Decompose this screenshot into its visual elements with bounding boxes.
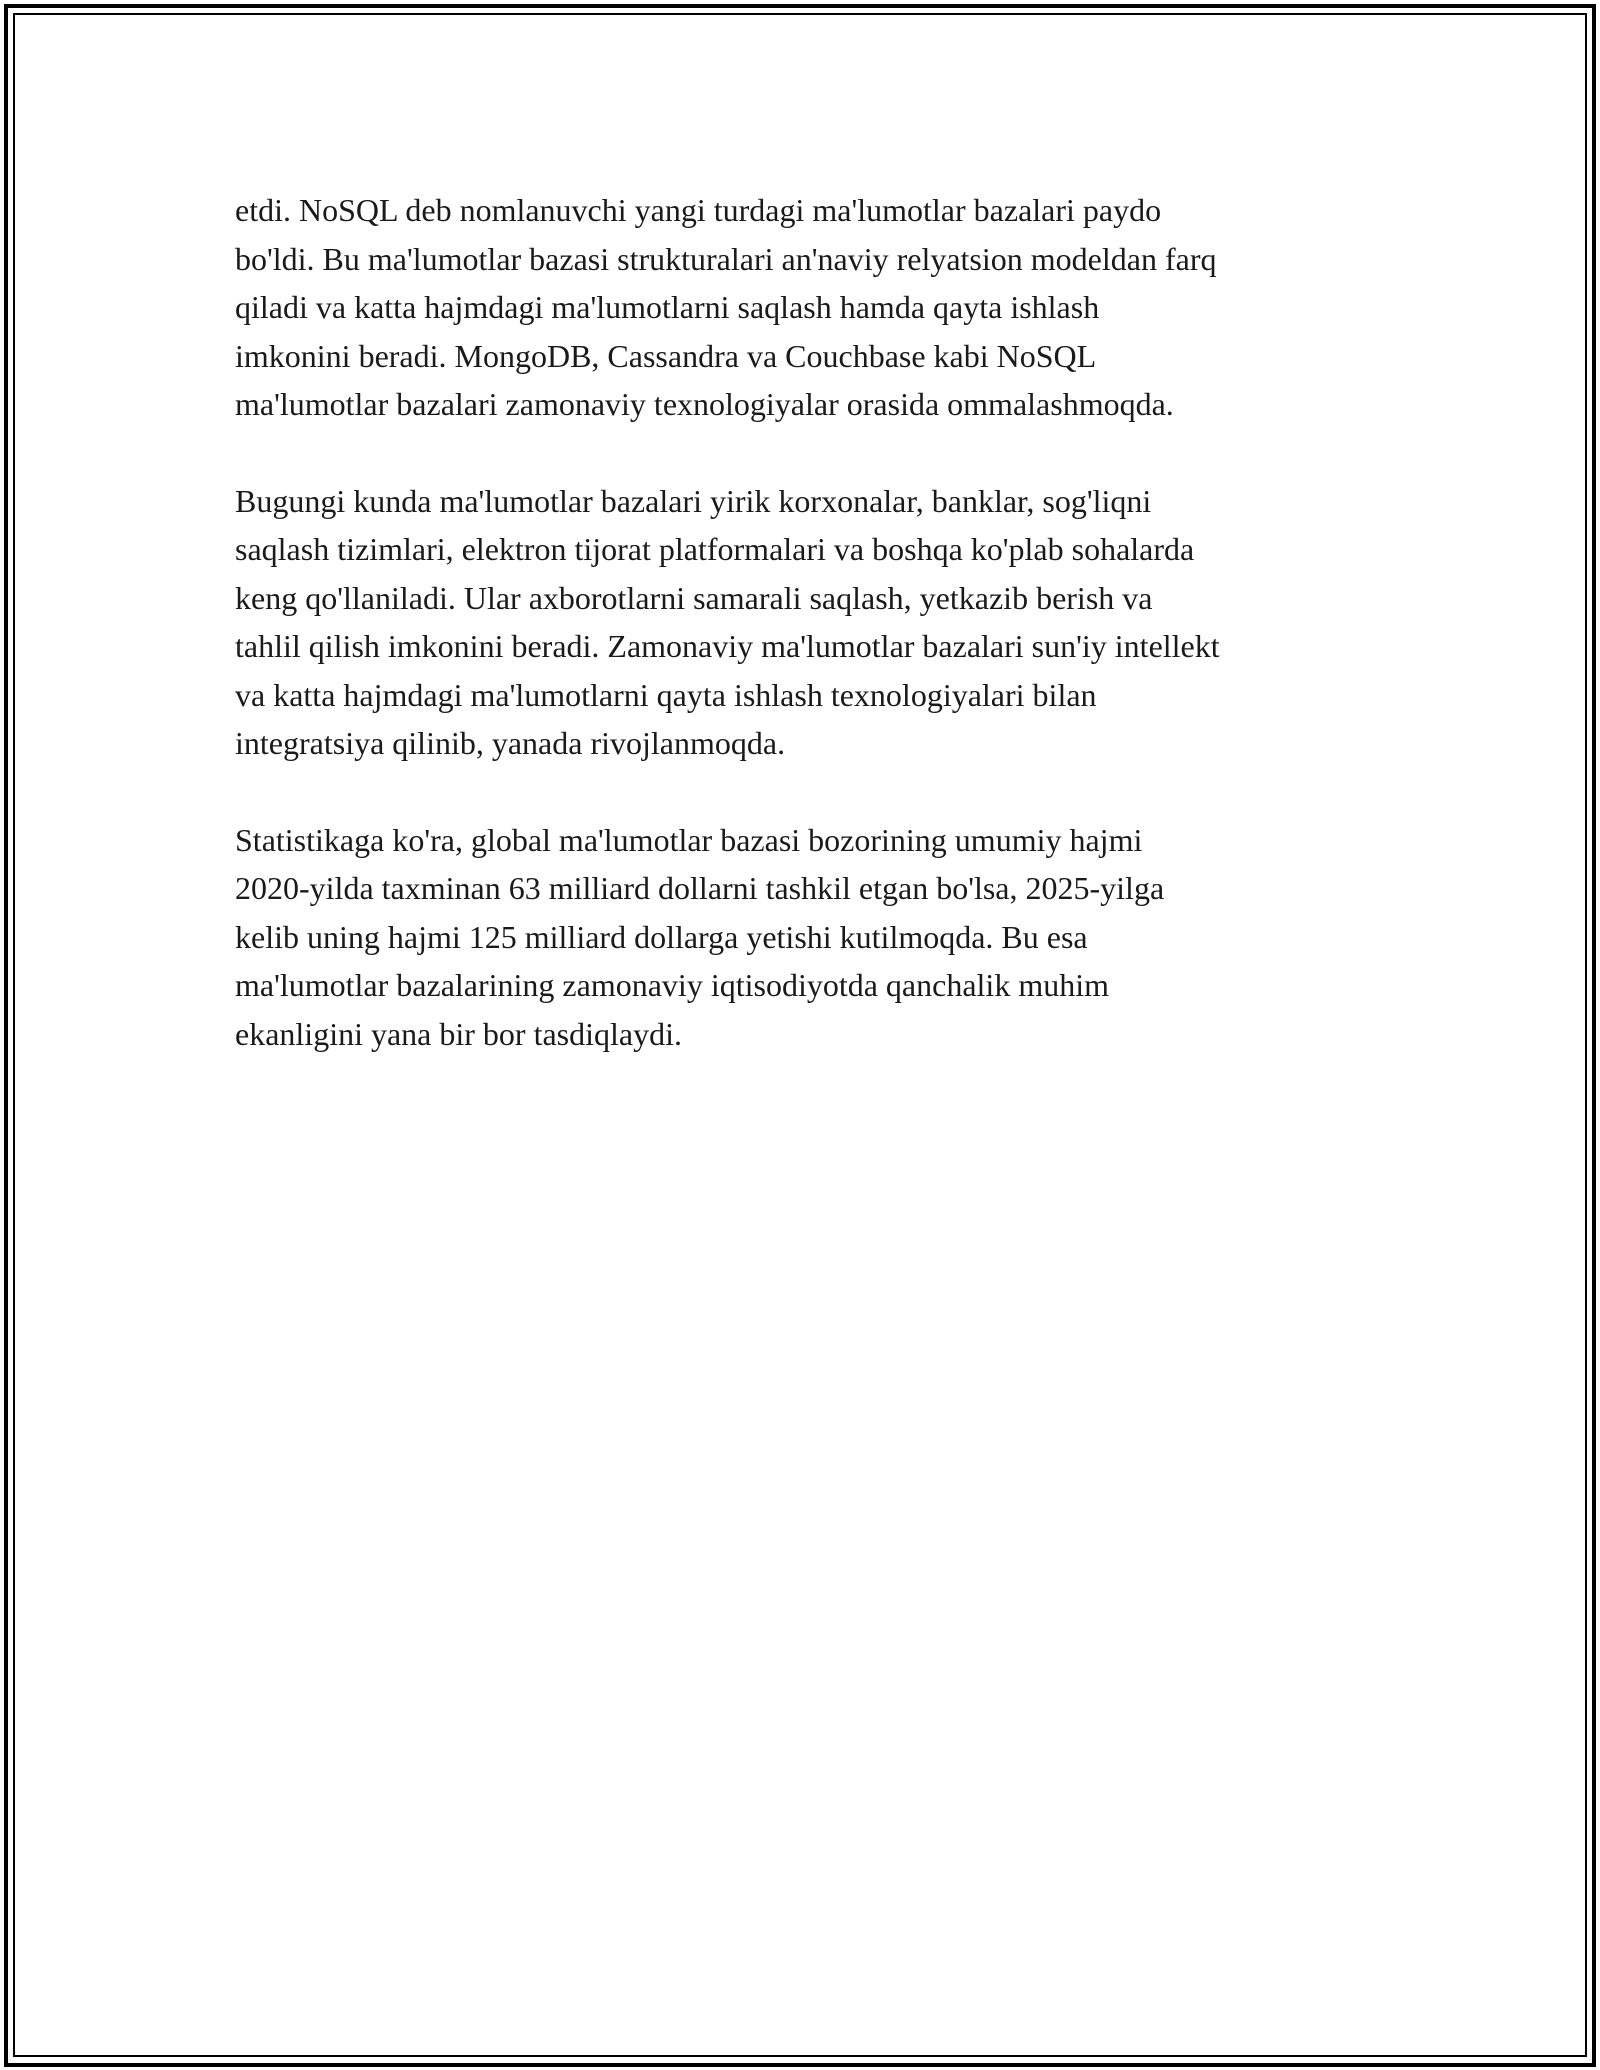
paragraph-nosql — [235, 186, 1370, 429]
text-line: Bugungi kunda ma'lumotlar bazalari yirik korxonalar, banklar, sog'liqni — [235, 482, 1152, 519]
text-line: saqlash tizimlari, elektron tijorat platformalari va boshqa ko'plab sohalarda — [235, 531, 1195, 567]
paragraph-statistics — [235, 816, 1370, 1059]
text-line: ma'lumotlar bazalari zamonaviy texnologiyalar orasida ommalashmoqda. — [235, 386, 1174, 422]
text-line: tahlil qilish imkonini beradi. Zamonaviy ma'lumotlar bazalari sun'iy intellekt — [235, 628, 1220, 664]
text-line: 2020-yilda taxminan 63 milliard dollarni tashkil etgan bo'lsa, 2025-yilga — [235, 870, 1165, 906]
text-line: ekanligini yana bir bor tasdiqlaydi. — [235, 1015, 682, 1052]
text-line: kelib uning hajmi 125 milliard dollarga yetishi kutilmoqda. Bu esa — [235, 918, 1088, 955]
text-line: etdi. NoSQL deb nomlanuvchi yangi turdagi ma'lumotlar bazalari paydo — [235, 192, 1162, 228]
text-line: keng qo'llaniladi. Ular axborotlarni samarali saqlash, yetkazib berish va — [235, 579, 1153, 616]
text-line: bo'ldi. Bu ma'lumotlar bazasi strukturalari an'naviy relyatsion modeldan farq — [235, 240, 1217, 277]
page-body — [235, 186, 1370, 1106]
text-line: Statistikaga ko'ra, global ma'lumotlar bazasi bozorining umumiy hajmi — [235, 821, 1143, 858]
text-line: va katta hajmdagi ma'lumotlarni qayta ishlash texnologiyalari bilan — [235, 676, 1097, 713]
text-line: qiladi va katta hajmdagi ma'lumotlarni saqlash hamda qayta ishlash — [235, 289, 1100, 325]
text-line: integratsiya qilinib, yanada rivojlanmoqda. — [235, 725, 786, 761]
paragraph-applications — [235, 477, 1370, 768]
text-line: imkonini beradi. MongoDB, Cassandra va Couchbase kabi NoSQL — [235, 337, 1097, 374]
text-line: ma'lumotlar bazalarining zamonaviy iqtisodiyotda qanchalik muhim — [235, 967, 1109, 1003]
